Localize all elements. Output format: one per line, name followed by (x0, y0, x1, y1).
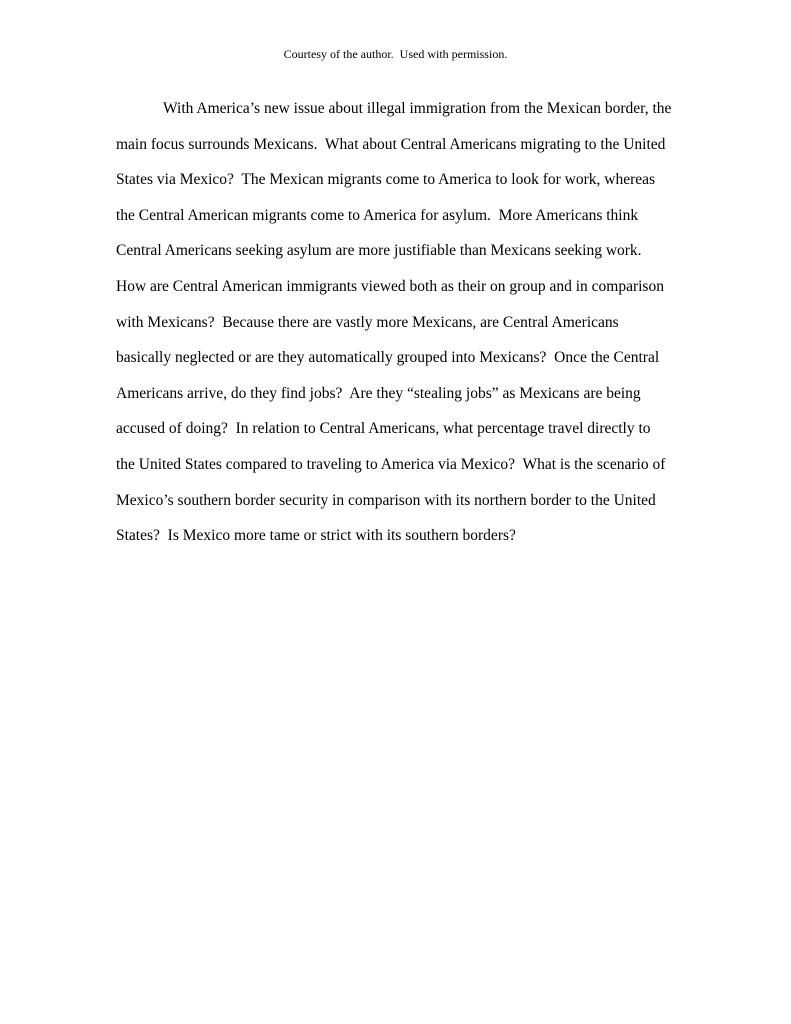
paragraph-line: basically neglected or are they automatically grouped into Mexicans? Once the Central (116, 349, 660, 367)
paragraph-line: With America’s new issue about illegal immigration from the Mexican border, the (163, 100, 672, 117)
paragraph-line: How are Central American immigrants viewed both as their on group and in comparison (116, 277, 664, 295)
body-paragraph (116, 91, 696, 554)
paragraph-line: Mexico’s southern border security in comparison with its northern border to the United (116, 491, 656, 509)
paragraph-line: main focus surrounds Mexicans. What about Central Americans migrating to the United (116, 135, 666, 153)
paragraph-line: Central Americans seeking asylum are more justifiable than Mexicans seeking work. (116, 242, 642, 260)
paragraph-line: States? Is Mexico more tame or strict with its southern borders? (116, 527, 516, 545)
paragraph-line: the Central American migrants come to America for asylum. More Americans think (116, 206, 639, 224)
paragraph-line: accused of doing? In relation to Central Americans, what percentage travel directly to (116, 420, 651, 438)
paragraph-line: the United States compared to traveling to America via Mexico? What is the scenario of (116, 455, 666, 473)
courtesy-header: Courtesy of the author. Used with permission. (283, 47, 508, 61)
paragraph-line: with Mexicans? Because there are vastly more Mexicans, are Central Americans (116, 313, 619, 331)
paragraph-line: States via Mexico? The Mexican migrants come to America to look for work, whereas (116, 171, 656, 189)
paragraph-line: Americans arrive, do they find jobs? Are they “stealing jobs” as Mexicans are being (116, 384, 641, 402)
